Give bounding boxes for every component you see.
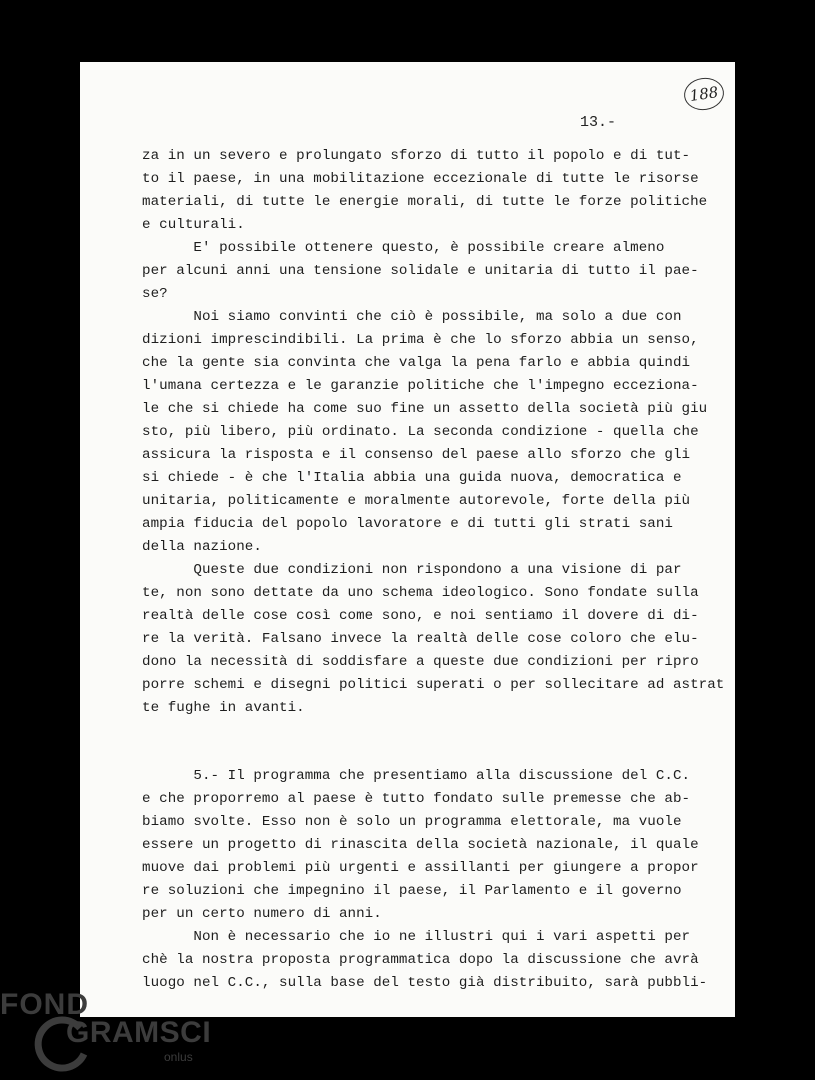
text-line: chè la nostra proposta programmatica dopo la discussione che avrà [142,952,699,968]
text-line: biamo svolte. Esso non è solo un programma elettorale, ma vuole [142,814,682,830]
archive-number-stamp: 188 [682,75,726,112]
text-line: to il paese, in una mobilitazione eccezionale di tutte le risorse [142,171,699,187]
text-line: Queste due condizioni non rispondono a una visione di par [142,562,682,578]
text-line: Non è necessario che io ne illustri qui i vari aspetti per [142,929,691,945]
text-line: realtà delle cose così come sono, e noi sentiamo il dovere di di- [142,608,699,624]
text-line: assicura la risposta e il consenso del paese allo sforzo che gli [142,447,691,463]
text-line: luogo nel C.C., sulla base del testo già distribuito, sarà pubbli- [142,975,708,991]
text-line: te fughe in avanti. [142,700,305,716]
watermark-line2: GRAMSCI [66,1016,212,1049]
text-line: che la gente sia convinta che valga la pena farlo e abbia quindi [142,355,691,371]
text-line: za in un severo e prolungato sforzo di tutto il popolo e di tut- [142,148,691,164]
text-line: porre schemi e disegni politici superati o per sollecitare ad astrat [142,677,725,693]
text-line: e che proporremo al paese è tutto fondato sulle premesse che ab- [142,791,691,807]
text-line: le che si chiede ha come suo fine un assetto della società più giu [142,401,708,417]
text-line: materiali, di tutte le energie morali, di tutte le forze politiche [142,194,708,210]
text-line: dono la necessità di soddisfare a queste due condizioni per ripro [142,654,699,670]
watermark-logo [0,988,220,1080]
text-line: E' possibile ottenere questo, è possibile creare almeno [142,240,665,256]
text-line: te, non sono dettate da uno schema ideologico. Sono fondate sulla [142,585,699,601]
page-number: 13.- [580,114,617,131]
text-line: della nazione. [142,539,262,555]
text-line: Noi siamo convinti che ciò è possibile, ma solo a due con [142,309,682,325]
text-line: per un certo numero di anni. [142,906,382,922]
text-line: si chiede - è che l'Italia abbia una guida nuova, democratica e [142,470,682,486]
watermark-line3: onlus [164,1050,193,1064]
text-line: sto, più libero, più ordinato. La seconda condizione - quella che [142,424,699,440]
text-line: se? [142,286,168,302]
text-line: muove dai problemi più urgenti e assillanti per giungere a propor [142,860,699,876]
text-line: unitaria, politicamente e moralmente autorevole, forte della più [142,493,691,509]
text-line: ampia fiducia del popolo lavoratore e di tutti gli strati sani [142,516,673,532]
text-line: 5.- Il programma che presentiamo alla discussione del C.C. [142,768,691,784]
text-line: per alcuni anni una tensione solidale e unitaria di tutto il pae- [142,263,699,279]
text-line: re la verità. Falsano invece la realtà delle cose coloro che elu- [142,631,699,647]
text-line: e culturali. [142,217,245,233]
watermark-line1: FOND [0,988,89,1021]
text-line: dizioni imprescindibili. La prima è che lo sforzo abbia un senso, [142,332,699,348]
document-page [80,62,735,1017]
text-line: re soluzioni che impegnino il paese, il Parlamento e il governo [142,883,682,899]
text-line: essere un progetto di rinascita della società nazionale, il quale [142,837,699,853]
text-line: l'umana certezza e le garanzie politiche che l'impegno ecceziona- [142,378,699,394]
